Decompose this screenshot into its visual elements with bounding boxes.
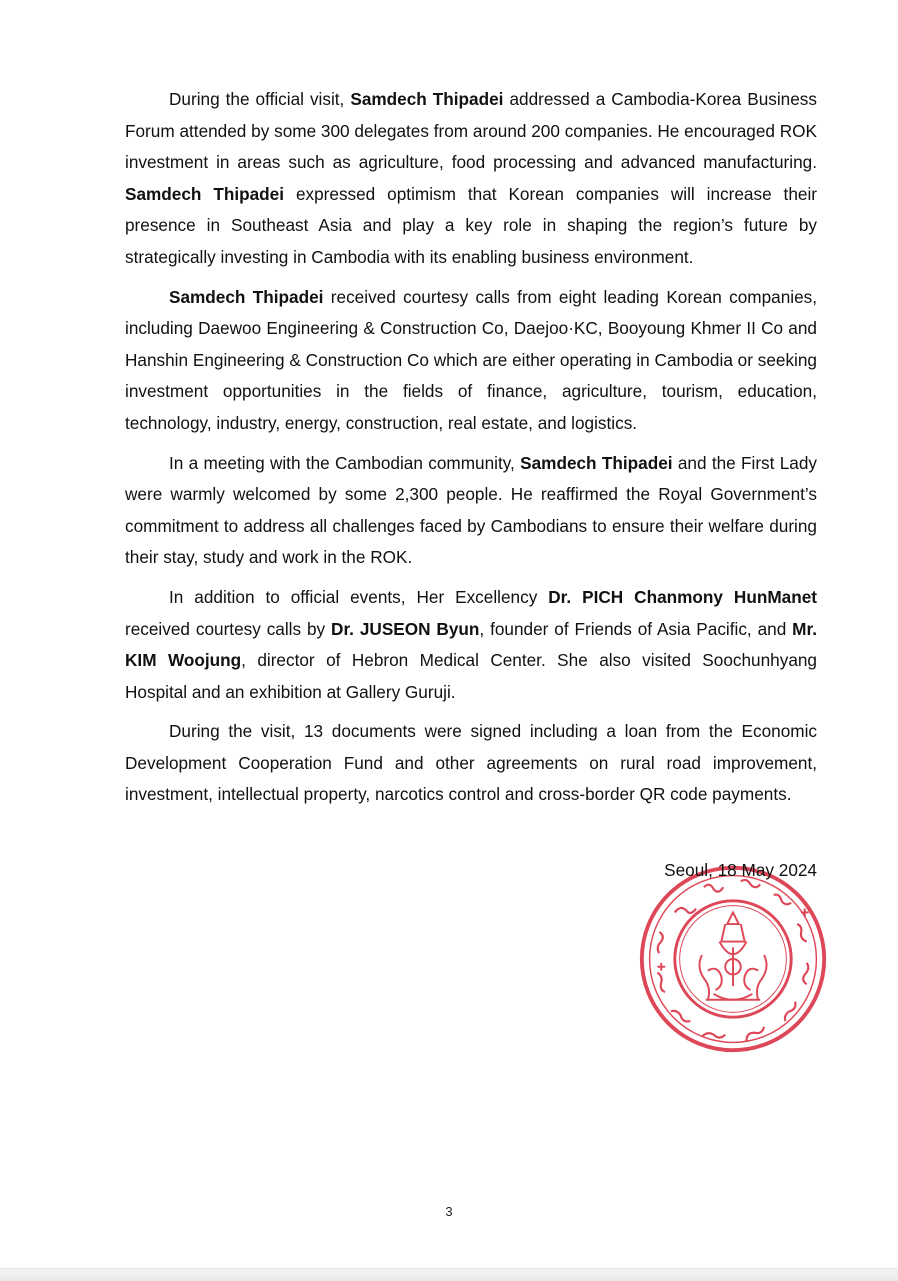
- text-segment: In a meeting with the Cambodian community,: [169, 452, 521, 473]
- text-segment: , founder of Friends of Asia Pacific, and: [479, 618, 793, 639]
- text-segment: addressed a Cambodia-Korea Business Forum attended by some 300 delegates from around 200 companies. He encouraged ROK investment in areas such as agriculture, food processing and advanced manufacturing.: [125, 89, 817, 173]
- bold-name-samdech-thipadei: Samdech Thipadei: [125, 183, 285, 204]
- page-bottom-edge: [0, 1268, 898, 1281]
- text-segment: received courtesy calls from eight leading Korean companies, including Daewoo Engineering & Construction Co, Daejoo·KC, Booyoung Khmer II Co and Hanshin Engineering & Construction Co which are either operating in Cambodia or seeking investment opportunities in the fields of finance, agriculture, tourism, education, technology, industry, energy, construction, real estate, and logistics.: [125, 286, 818, 433]
- paragraph-business-forum: [125, 84, 817, 274]
- paragraph-documents-signed: [125, 716, 817, 811]
- text-segment: During the official visit,: [169, 89, 351, 109]
- place-date: Seoul, 18 May 2024: [664, 860, 817, 880]
- document-body: [125, 84, 817, 819]
- text-segment: and the First Lady were warmly welcomed by some 2,300 people. He reaffirmed the Royal Government’s commitment to address all challenges faced by Cambodians to ensure their welfare during their stay, study and work in the ROK.: [125, 452, 818, 568]
- paragraph-official-events: [125, 582, 817, 708]
- bold-name-samdech-thipadei: Samdech Thipadei: [520, 452, 673, 473]
- text-segment: In addition to official events, Her Excellency: [169, 586, 549, 607]
- text-segment: expressed optimism that Korean companies will increase their presence in Southeast Asia and play a key role in shaping the region’s future by strategically investing in Cambodia with its enabling business environment.: [125, 183, 817, 267]
- page-number: 3: [445, 1204, 453, 1219]
- bold-name-kim-woojung: Mr. KIM Woojung: [125, 618, 817, 671]
- bold-name-samdech-thipadei: Samdech Thipadei: [169, 286, 324, 307]
- paragraph-courtesy-calls: [125, 282, 817, 440]
- bold-name-juseon-byun: Dr. JUSEON Byun: [331, 618, 480, 639]
- text-segment: , director of Hebron Medical Center. She also visited Soochunhyang Hospital and an exhibition at Gallery Guruji.: [125, 650, 817, 702]
- text-segment: received courtesy calls by: [125, 618, 332, 639]
- royal-seal-icon: [636, 862, 830, 1056]
- bold-name-samdech-thipadei: Samdech Thipadei: [350, 89, 504, 109]
- bold-name-pich-chanmony: Dr. PICH Chanmony HunManet: [548, 586, 817, 607]
- paragraph-community-meeting: [125, 448, 817, 574]
- text-segment: During the visit, 13 documents were signed including a loan from the Economic Development Cooperation Fund and other agreements on rural road improvement, investment, intellectual property, narcotics control and cross-border QR code payments.: [125, 721, 817, 805]
